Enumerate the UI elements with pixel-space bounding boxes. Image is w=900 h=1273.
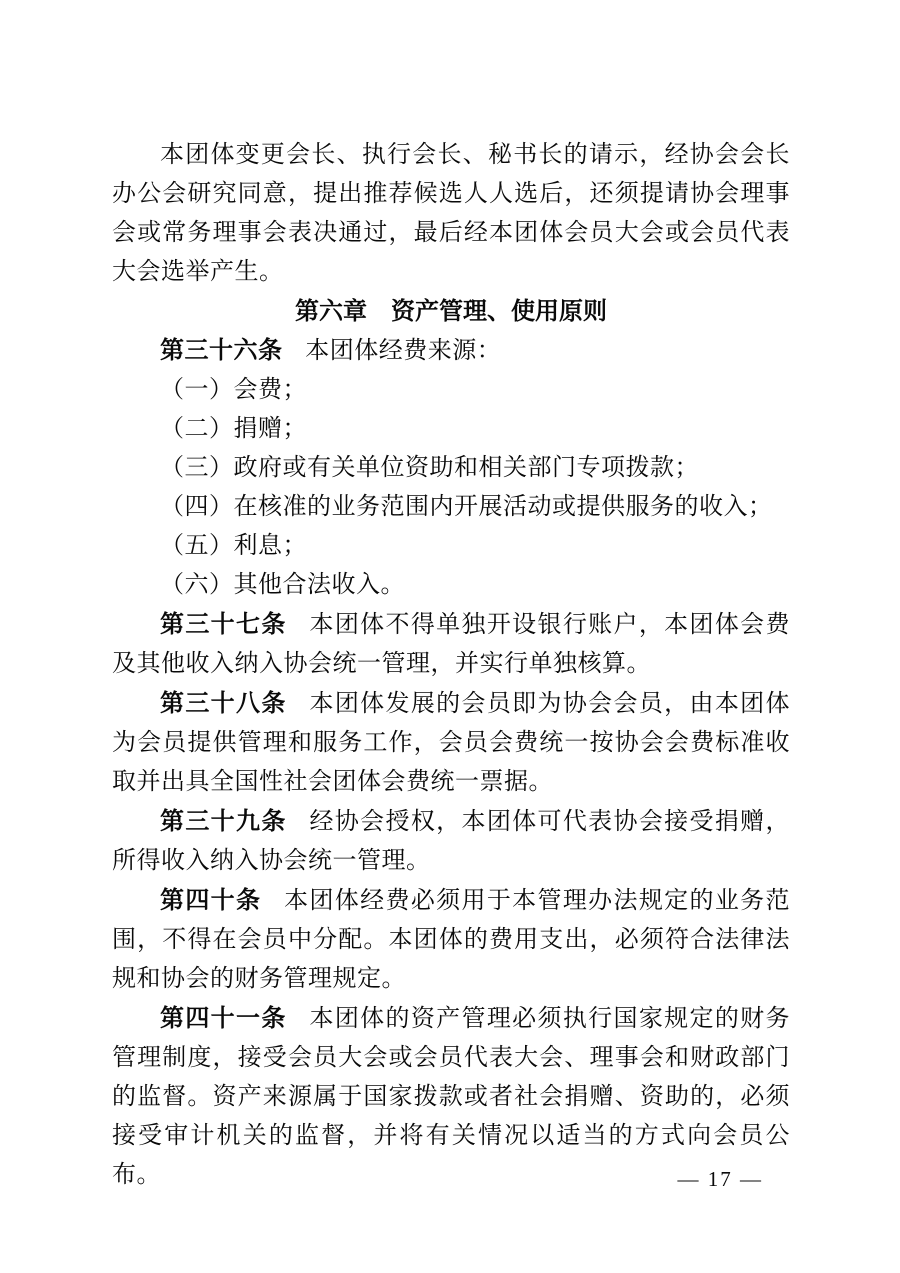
list-item: （二）捐赠； [160, 416, 307, 442]
list-item: （五）利息； [160, 533, 307, 559]
article-number-label: 第三十七条 [160, 611, 287, 638]
article-text: 本团体不得单独开设银行账户，本团体会费及其他收入纳入协会统一管理，并实行单独核算。 [112, 612, 791, 677]
article-number-label: 第四十一条 [160, 1005, 287, 1032]
article-text: 本团体发展的会员即为协会会员，由本团体为会员提供管理和服务工作，会员会费统一按协会会费标准收取并出具全国性社会团体会费统一票据。 [112, 691, 791, 795]
article-paragraph [112, 802, 790, 881]
article-text: 本团体经费来源： [305, 338, 502, 364]
article-paragraph [112, 605, 790, 684]
list-item: （三）政府或有关单位资助和相关部门专项拨款； [160, 455, 699, 481]
list-item: （六）其他合法收入。 [160, 572, 405, 598]
article-paragraph [112, 331, 790, 371]
article-number-label: 第三十六条 [160, 337, 283, 364]
list-item: （四）在核准的业务范围内开展活动或提供服务的收入； [160, 494, 773, 520]
article-paragraph [112, 881, 790, 999]
page-footer [649, 1142, 764, 1217]
article-paragraph [112, 684, 790, 802]
body-paragraph: 本团体变更会长、执行会长、秘书长的请示，经协会会长办公会研究同意，提出推荐候选人人选后，还须提请协会理事会或常务理事会表决通过，最后经本团体会员大会或会员代表大会选举产生。 [112, 142, 790, 285]
list-item: （一）会费； [160, 377, 307, 403]
document-body [112, 136, 790, 1195]
chapter-heading: 第六章 资产管理、使用原则 [295, 298, 607, 325]
article-text: 本团体的资产管理必须执行国家规定的财务管理制度，接受会员大会或会员代表大会、理事会和财政部门的监督。资产来源属于国家拨款或者社会捐赠、资助的，必须接受审计机关的监督，并将有关情况以适当的方式向会员公布。 [112, 1006, 791, 1188]
article-number-label: 第三十八条 [160, 690, 287, 717]
article-text: 经协会授权，本团体可代表协会接受捐赠，所得收入纳入协会统一管理。 [112, 809, 791, 874]
article-number-label: 第四十条 [160, 887, 262, 914]
article-text: 本团体经费必须用于本管理办法规定的业务范围，不得在会员中分配。本团体的费用支出，必须符合法律法规和协会的财务管理规定。 [112, 888, 791, 992]
page-number: — 17 — [677, 1167, 763, 1191]
article-number-label: 第三十九条 [160, 808, 287, 835]
